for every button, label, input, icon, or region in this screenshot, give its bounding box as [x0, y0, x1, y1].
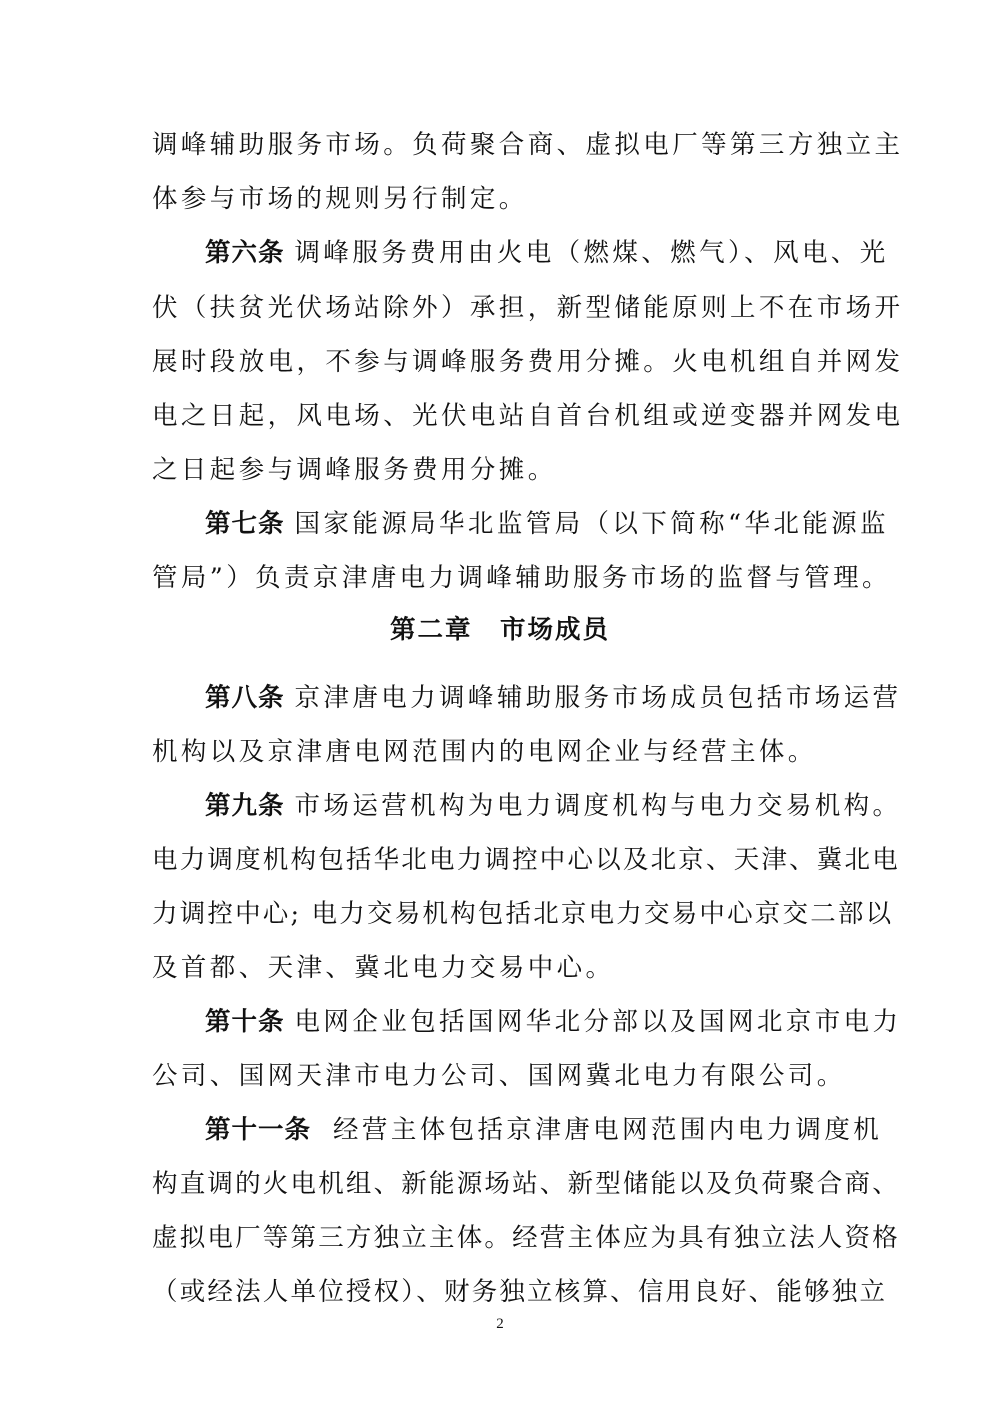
article-heading: 第八条 — [205, 683, 285, 713]
article-10 — [205, 1002, 902, 1042]
text-line: 体参与市场的规则另行制定。 — [152, 184, 528, 214]
text-line: （或经法人单位授权）、财务独立核算、信用良好、能够独立 — [152, 1277, 888, 1307]
text-line: 电力调度机构包括华北电力调控中心以及北京、天津、冀北电 — [152, 845, 900, 875]
article-heading: 第九条 — [205, 791, 285, 821]
text-line: 公司、国网天津市电力公司、国网冀北电力有限公司。 — [152, 1061, 846, 1091]
article-text: 市场运营机构为电力调度机构与电力交易机构。 — [294, 791, 902, 821]
text-line: 伏（扶贫光伏场站除外）承担，新型储能原则上不在市场开 — [152, 293, 904, 323]
text-line: 之日起参与调峰服务费用分摊。 — [152, 455, 557, 485]
article-heading: 第十一条 — [205, 1115, 312, 1145]
article-text: 京津唐电力调峰辅助服务市场成员包括市场运营 — [294, 683, 902, 713]
article-9 — [205, 786, 902, 826]
article-text: 调峰服务费用由火电（燃煤、燃气）、风电、光 — [294, 238, 889, 268]
text-line: 电之日起，风电场、光伏电站自首台机组或逆变器并网发电 — [152, 401, 904, 431]
article-6 — [205, 233, 889, 273]
text-line: 展时段放电，不参与调峰服务费用分摊。火电机组自并网发 — [152, 347, 904, 377]
article-heading: 第七条 — [205, 509, 285, 539]
article-8 — [205, 678, 902, 718]
article-7 — [205, 504, 889, 544]
page-number: 2 — [496, 1316, 504, 1332]
text-line: 及首都、天津、冀北电力交易中心。 — [152, 953, 615, 983]
chapter-title: 第二章 市场成员 — [389, 615, 610, 645]
article-heading: 第六条 — [205, 238, 285, 268]
article-11 — [205, 1110, 883, 1150]
article-text: 国家能源局华北监管局（以下简称“华北能源监 — [294, 509, 889, 539]
text-line: 机构以及京津唐电网范围内的电网企业与经营主体。 — [152, 737, 817, 767]
article-heading: 第十条 — [205, 1007, 285, 1037]
text-line: 构直调的火电机组、新能源场站、新型储能以及负荷聚合商、 — [152, 1169, 900, 1199]
text-line: 力调控中心; 电力交易机构包括北京电力交易中心京交二部以 — [152, 899, 894, 929]
article-text: 经营主体包括京津唐电网范围内电力调度机 — [333, 1115, 883, 1145]
text-line: 调峰辅助服务市场。负荷聚合商、虚拟电厂等第三方独立主 — [152, 130, 904, 160]
text-line: 虚拟电厂等第三方独立主体。经营主体应为具有独立法人资格 — [152, 1223, 900, 1253]
article-text: 电网企业包括国网华北分部以及国网北京市电力 — [294, 1007, 902, 1037]
text-line: 管局”）负责京津唐电力调峰辅助服务市场的监督与管理。 — [152, 563, 891, 593]
